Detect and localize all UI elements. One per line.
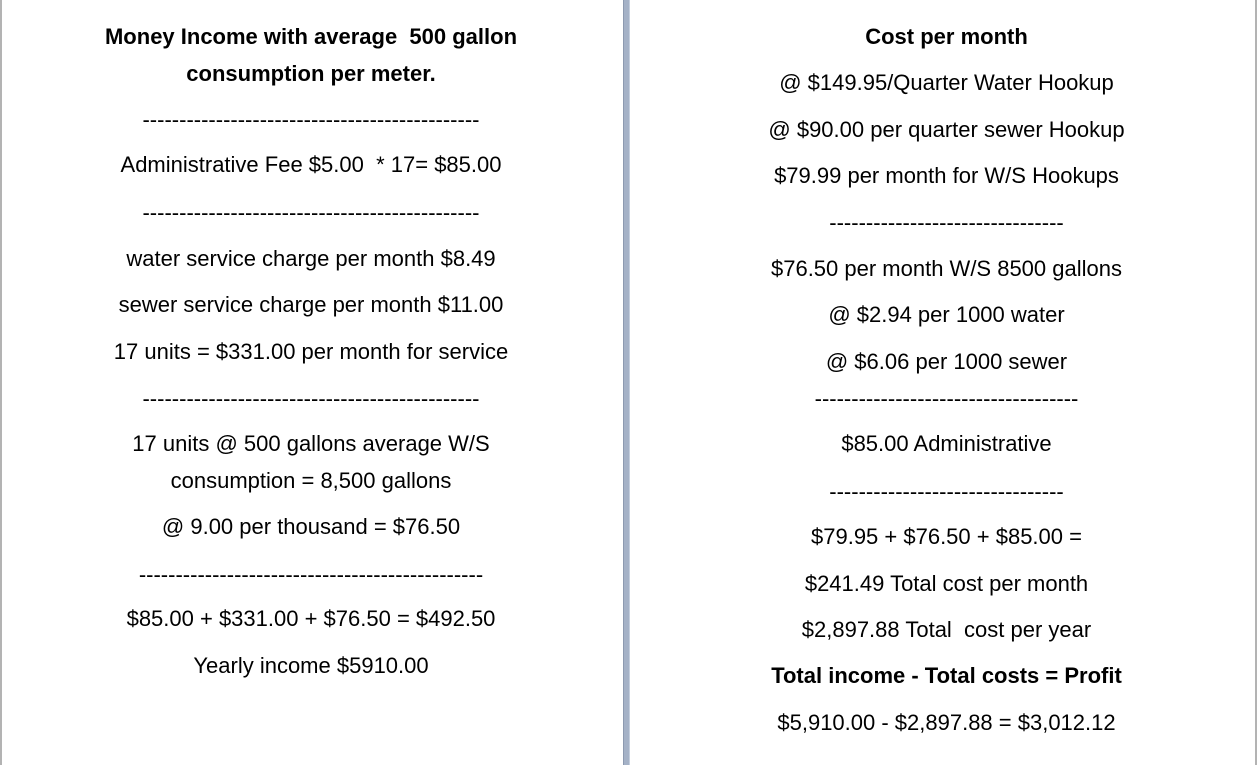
income-sum-line: $85.00 + $331.00 + $76.50 = $492.50 xyxy=(126,606,496,631)
separator: ---------------------------------------------- xyxy=(142,107,480,132)
ws-gallons-line: $76.50 per month W/S 8500 gallons xyxy=(770,256,1122,281)
separator: -------------------------------- xyxy=(829,210,1064,235)
units-service-line: 17 units = $331.00 per month for service xyxy=(113,339,509,364)
monthly-total-line: $241.49 Total cost per month xyxy=(804,571,1089,596)
income-heading-line2: consumption per meter. xyxy=(186,61,436,86)
water-charge-line: water service charge per month $8.49 xyxy=(126,246,496,271)
water-rate-line: @ $2.94 per 1000 water xyxy=(828,302,1065,327)
consumption-line1: 17 units @ 500 gallons average W/S xyxy=(132,431,490,456)
sewer-hookup-line: @ $90.00 per quarter sewer Hookup xyxy=(768,117,1125,142)
separator: ---------------------------------------------- xyxy=(142,386,480,411)
sewer-charge-line: sewer service charge per month $11.00 xyxy=(118,292,504,317)
cost-sum-line: $79.95 + $76.50 + $85.00 = xyxy=(811,524,1082,549)
sewer-rate-line: @ $6.06 per 1000 sewer xyxy=(825,349,1068,374)
consumption-line2: consumption = 8,500 gallons xyxy=(170,468,452,493)
yearly-income-line: Yearly income $5910.00 xyxy=(193,653,429,678)
income-heading-line1: Money Income with average 500 gallon xyxy=(104,24,518,49)
admin-fee-line: Administrative Fee $5.00 * 17= $85.00 xyxy=(120,152,502,177)
profit-calculation-line: $5,910.00 - $2,897.88 = $3,012.12 xyxy=(777,710,1116,735)
water-hookup-line: @ $149.95/Quarter Water Hookup xyxy=(779,70,1114,95)
ws-hookups-line: $79.99 per month for W/S Hookups xyxy=(774,163,1119,188)
separator: -------------------------------- xyxy=(829,479,1064,504)
separator: ----------------------------------------------- xyxy=(138,562,484,587)
administrative-line: $85.00 Administrative xyxy=(841,431,1052,456)
column-divider xyxy=(621,0,635,765)
separator: ---------------------------------------------- xyxy=(142,200,480,225)
cost-heading: Cost per month xyxy=(865,24,1028,49)
profit-heading: Total income - Total costs = Profit xyxy=(771,663,1122,688)
separator: ------------------------------------ xyxy=(814,386,1079,411)
yearly-total-line: $2,897.88 Total cost per year xyxy=(801,617,1092,642)
per-thousand-line: @ 9.00 per thousand = $76.50 xyxy=(161,514,461,539)
